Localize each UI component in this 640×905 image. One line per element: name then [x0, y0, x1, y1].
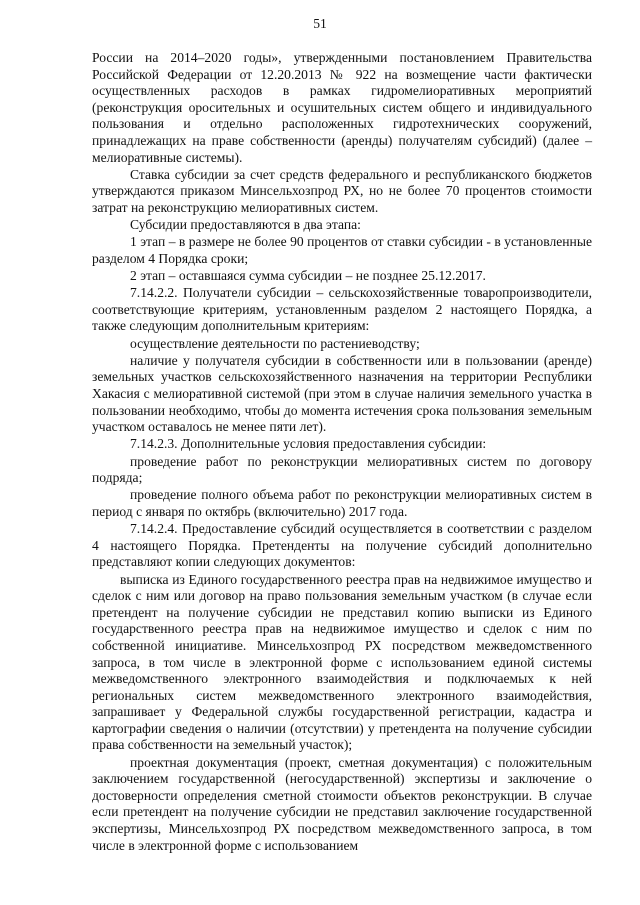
paragraph-subsidy-rate: Ставка субсидии за счет средств федерального и республиканского бюджетов утверждаются приказом Минсельхозпрод РХ, но не более 70 процентов стоимости затрат на реконструкцию мелиоративных систем.: [92, 166, 592, 215]
paragraph-document-extract: выписка из Единого государственного реестра прав на недвижимое имущество и сделок с ним или договор на право пользования земельным участком (в случае если претендент на получение субсидии не представил копию выписки из Единого государственного реестра прав на недвижимое имущество и сделок с ним по собственной инициативе. Минсельхозпрод РХ посредством межведомственного запроса, в том числе в электронной форме с использованием единой системы межведомственного электронного взаимодействия и подключаемых к ней региональных систем межведомственного электронного взаимодействия, запрашивает у Федеральной службы государственной регистрации, кадастра и картографии сведения о наличии (отсутствии) у претендента на получение субсидии права собственности на земельный участок);: [92, 571, 592, 753]
paragraph-stage-2: 2 этап – оставшаяся сумма субсидии – не позднее 25.12.2017.: [130, 268, 486, 284]
document-body: [92, 50, 592, 855]
paragraph-7-14-2-2: 7.14.2.2. Получатели субсидии – сельскохозяйственные товаропроизводители, соответствующие критериям, установленным разделом 2 настоящего Порядка, а также следующим дополнительным критериям:: [92, 285, 592, 334]
paragraph-stage-1: 1 этап – в размере не более 90 процентов от ставки субсидии - в установленные разделом 4 Порядка сроки;: [92, 234, 592, 266]
paragraph-7-14-2-3: 7.14.2.3. Дополнительные условия предоставления субсидии:: [130, 436, 487, 452]
paragraph-document-project: проектная документация (проект, сметная документация) с положительным заключением государственной (негосударственной) экспертизы и заключение о достоверности определения сметной стоимости объектов реконструкции. В случае если претендент на получение субсидии не представил заключение государственной экспертизы, Минсельхозпрод РХ посредством межведомственного запроса, в том числе в электронной форме с использованием: [92, 754, 592, 853]
paragraph-continuation: России на 2014–2020 годы», утвержденными постановлением Правительства Российской Федерации от 12.20.2013 № 922 на возмещение части фактически осуществленных расходов в рамках гидромелиоративных мероприятий (реконструкция оросительных и осушительных систем общего и индивидуального пользования и отдельно расположенных гидротехнических сооружений, принадлежащих на праве собственности (аренды) получателям субсидий) (далее – мелиоративные системы).: [92, 50, 592, 165]
paragraph-7-14-2-4: 7.14.2.4. Предоставление субсидий осуществляется в соответствии с разделом 4 настоящего Порядка. Претенденты на получение субсидий дополнительно представляют копии следующих документов:: [92, 521, 592, 570]
paragraph-condition-contract: проведение работ по реконструкции мелиоративных систем по договору подряда;: [92, 453, 592, 486]
page-number: 51: [313, 16, 327, 31]
paragraph-criterion-land: наличие у получателя субсидии в собственности или в пользовании (аренде) земельных участков сельскохозяйственного назначения на территории Республики Хакасия с мелиоративной системой (при этом в случае наличия земельного участка в пользовании необходимо, чтобы до момента истечения срока пользования земельным участком оставалось не менее пяти лет).: [92, 352, 592, 435]
paragraph-stages-intro: Субсидии предоставляются в два этапа:: [130, 217, 361, 233]
paragraph-criterion-crop: осуществление деятельности по растениеводству;: [130, 335, 420, 351]
paragraph-condition-period: проведение полного объема работ по реконструкции мелиоративных систем в период с января по октябрь (включительно) 2017 года.: [92, 487, 592, 519]
